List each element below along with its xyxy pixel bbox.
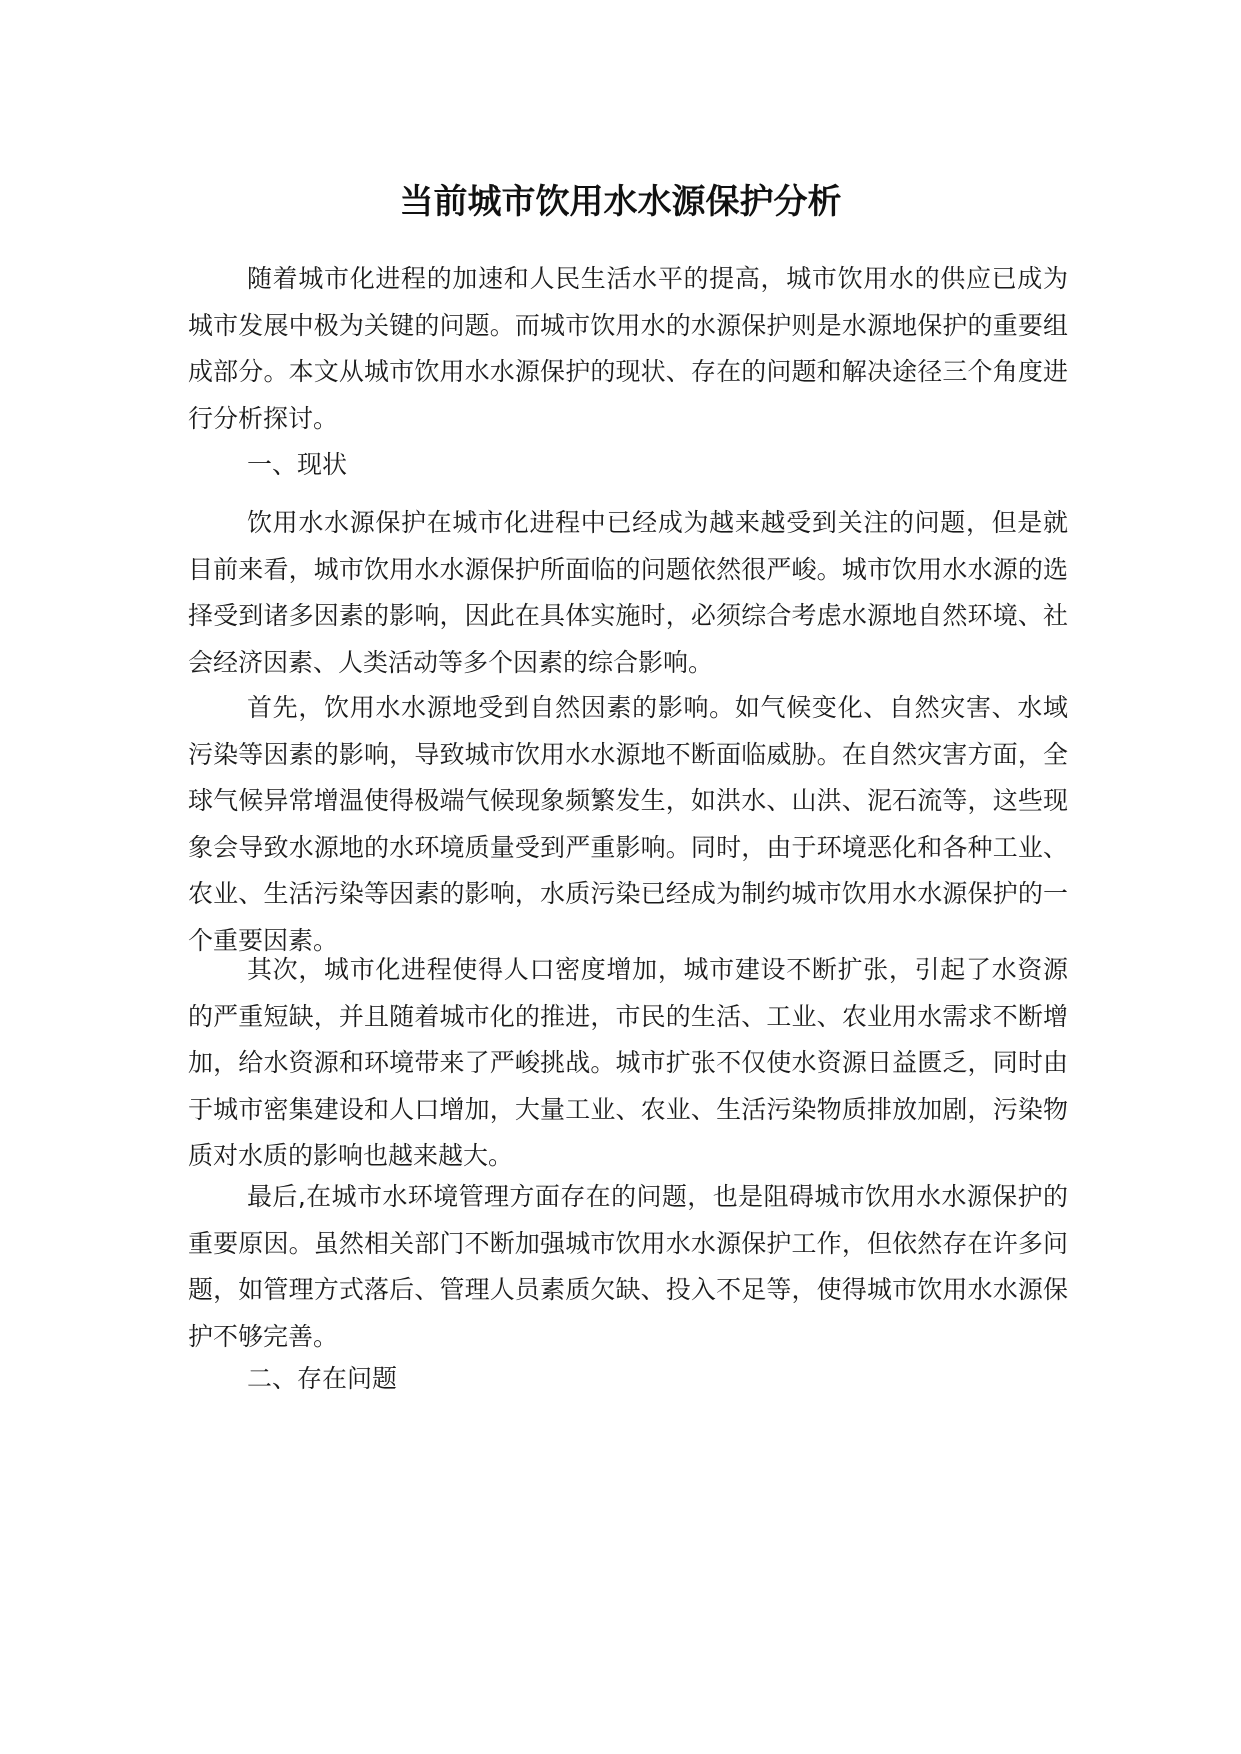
paragraph-management: 最后,在城市水环境管理方面存在的问题，也是阻碍城市饮用水水源保护的重要原因。虽然相关部门不断加强城市饮用水水源保护工作，但依然存在许多问题，如管理方式落后、管理人员素质欠缺、投入不足等，使得城市饮用水水源保护不够完善。 [188,1182,1068,1351]
paragraph-urbanization: 其次，城市化进程使得人口密度增加，城市建设不断扩张，引起了水资源的严重短缺，并且随着城市化的推进，市民的生活、工业、农业用水需求不断增加，给水资源和环境带来了严峻挑战。城市扩张不仅使水资源日益匮乏，同时由于城市密集建设和人口增加，大量工业、农业、生活污染物质排放加剧，污染物质对水质的影响也越来越大。 [188,955,1068,1170]
paragraph-status-overview: 饮用水水源保护在城市化进程中已经成为越来越受到关注的问题，但是就目前来看，城市饮用水水源保护所面临的问题依然很严峻。城市饮用水水源的选择受到诸多因素的影响，因此在具体实施时，必须综合考虑水源地自然环境、社会经济因素、人类活动等多个因素的综合影响。 [188,508,1068,677]
section-heading-problems: 二、存在问题 [247,1364,398,1393]
document-title: 当前城市饮用水水源保护分析 [399,182,842,222]
section-heading-status: 一、现状 [247,450,348,479]
paragraph-natural-factors: 首先，饮用水水源地受到自然因素的影响。如气候变化、自然灾害、水域污染等因素的影响，导致城市饮用水水源地不断面临威胁。在自然灾害方面，全球气候异常增温使得极端气候现象频繁发生，如洪水、山洪、泥石流等，这些现象会导致水源地的水环境质量受到严重影响。同时，由于环境恶化和各种工业、农业、生活污染等因素的影响，水质污染已经成为制约城市饮用水水源保护的一个重要因素。 [188,693,1068,955]
intro-paragraph: 随着城市化进程的加速和人民生活水平的提高，城市饮用水的供应已成为城市发展中极为关键的问题。而城市饮用水的水源保护则是水源地保护的重要组成部分。本文从城市饮用水水源保护的现状、存在的问题和解决途径三个角度进行分析探讨。 [188,264,1068,433]
